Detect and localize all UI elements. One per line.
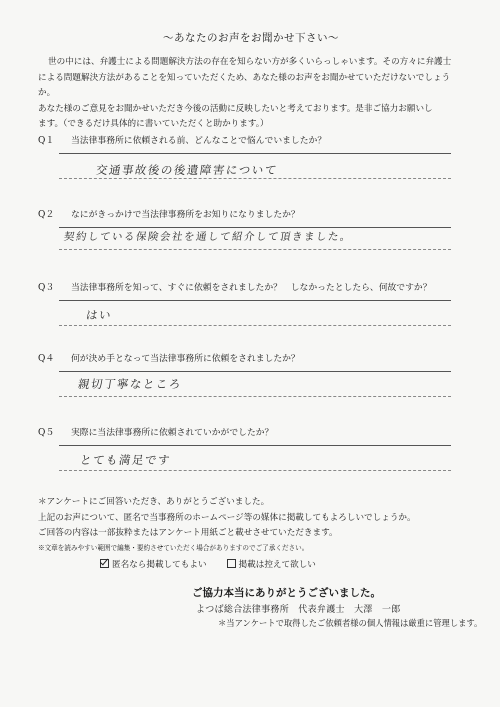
closing-line-2: 上記のお声について、匿名で当事務所のホームページ等の媒体に掲載してもよろしいでしょうか。 [38, 512, 416, 523]
closing-text [38, 495, 478, 554]
closing-line-1: ＊アンケートにご回答いただき、ありがとうございました。 [38, 497, 270, 507]
option-deny-label: 掲載は控えて欲しい [238, 560, 316, 570]
publication-options [100, 558, 316, 570]
question-label: Q４ [38, 354, 55, 364]
closing-note: ※文章を読みやすい範囲で編集・要約させていただく場合がありますのでご了承ください。 [38, 543, 309, 552]
answer-line [59, 178, 451, 179]
question-text: 実際に当法律事務所に依頼されていかがでしたか？ [71, 428, 274, 438]
intro-line-1: 世の中には、弁護士による問題解決方法の存在を知らない方が多くいらっしゃいます。その方々に弁護士 [48, 57, 452, 67]
handwritten-answer: 契約している保険会社を通して紹介して頂きました。 [63, 231, 353, 243]
question-label: Q５ [38, 428, 55, 438]
answer-line [59, 153, 451, 154]
option-allow-label: 匿名なら掲載してもよい [112, 560, 207, 570]
question-label: Q３ [38, 283, 55, 293]
intro-text [38, 55, 466, 133]
closing-line-3: ご回答の内容は一部抜粋またはアンケート用紙ごと載せさせていただきます。 [38, 528, 338, 538]
intro-line-4: ます。（できるだけ具体的に書いていただくと助かります。） [38, 119, 269, 129]
question-text: 当法律事務所に依頼される前、どんなことで悩んでいましたか？ [71, 136, 327, 146]
handwritten-answer: はい [85, 308, 113, 322]
answer-line [59, 300, 451, 301]
answer-line [59, 371, 451, 372]
question-label: Q１ [38, 136, 55, 146]
handwritten-answer: 交通事故後の後遺障害について [95, 163, 279, 177]
answer-line [59, 227, 451, 228]
handwritten-answer: とても満足です [79, 453, 172, 467]
intro-line-3: あなた様のご意見をお聞かせいただき今後の活動に反映したいと考えております。是非ご協力お願いし [38, 103, 433, 114]
question-text: 当法律事務所を知って、すぐに依頼をされましたか？ しなかったとしたら、何故ですか？ [71, 283, 432, 293]
question-text: 何が決め手となって当法律事務所に依頼をされましたか？ [71, 354, 300, 364]
checkbox-deny[interactable] [227, 559, 236, 568]
privacy-note: ＊当アンケートで取得したご依頼者様の個人情報は厳重に管理します。 [218, 618, 483, 628]
question-label: Q２ [38, 210, 55, 220]
thanks-message: ご協力本当にありがとうございました。 [192, 587, 381, 599]
answer-line [59, 396, 451, 397]
handwritten-answer: 親切丁寧なところ [77, 377, 183, 391]
office-signature: よつば総合法律事務所 代表弁護士 大澤 一郎 [196, 605, 401, 615]
option-allow[interactable] [100, 558, 207, 570]
answer-line [59, 325, 451, 326]
checkbox-allow[interactable] [100, 559, 109, 568]
page-title: ～あなたのお声をお聞かせ下さい～ [163, 31, 339, 44]
answer-line [59, 249, 451, 250]
question-text: なにがきっかけで当法律事務所をお知りになりましたか？ [71, 210, 300, 220]
answer-line [59, 445, 451, 446]
intro-line-2: による問題解決方法があることを知っていただくため、あなた様のお声をお聞かせていただけないでしょうか。 [38, 72, 451, 98]
answer-line [59, 470, 451, 471]
option-deny[interactable] [227, 558, 316, 570]
